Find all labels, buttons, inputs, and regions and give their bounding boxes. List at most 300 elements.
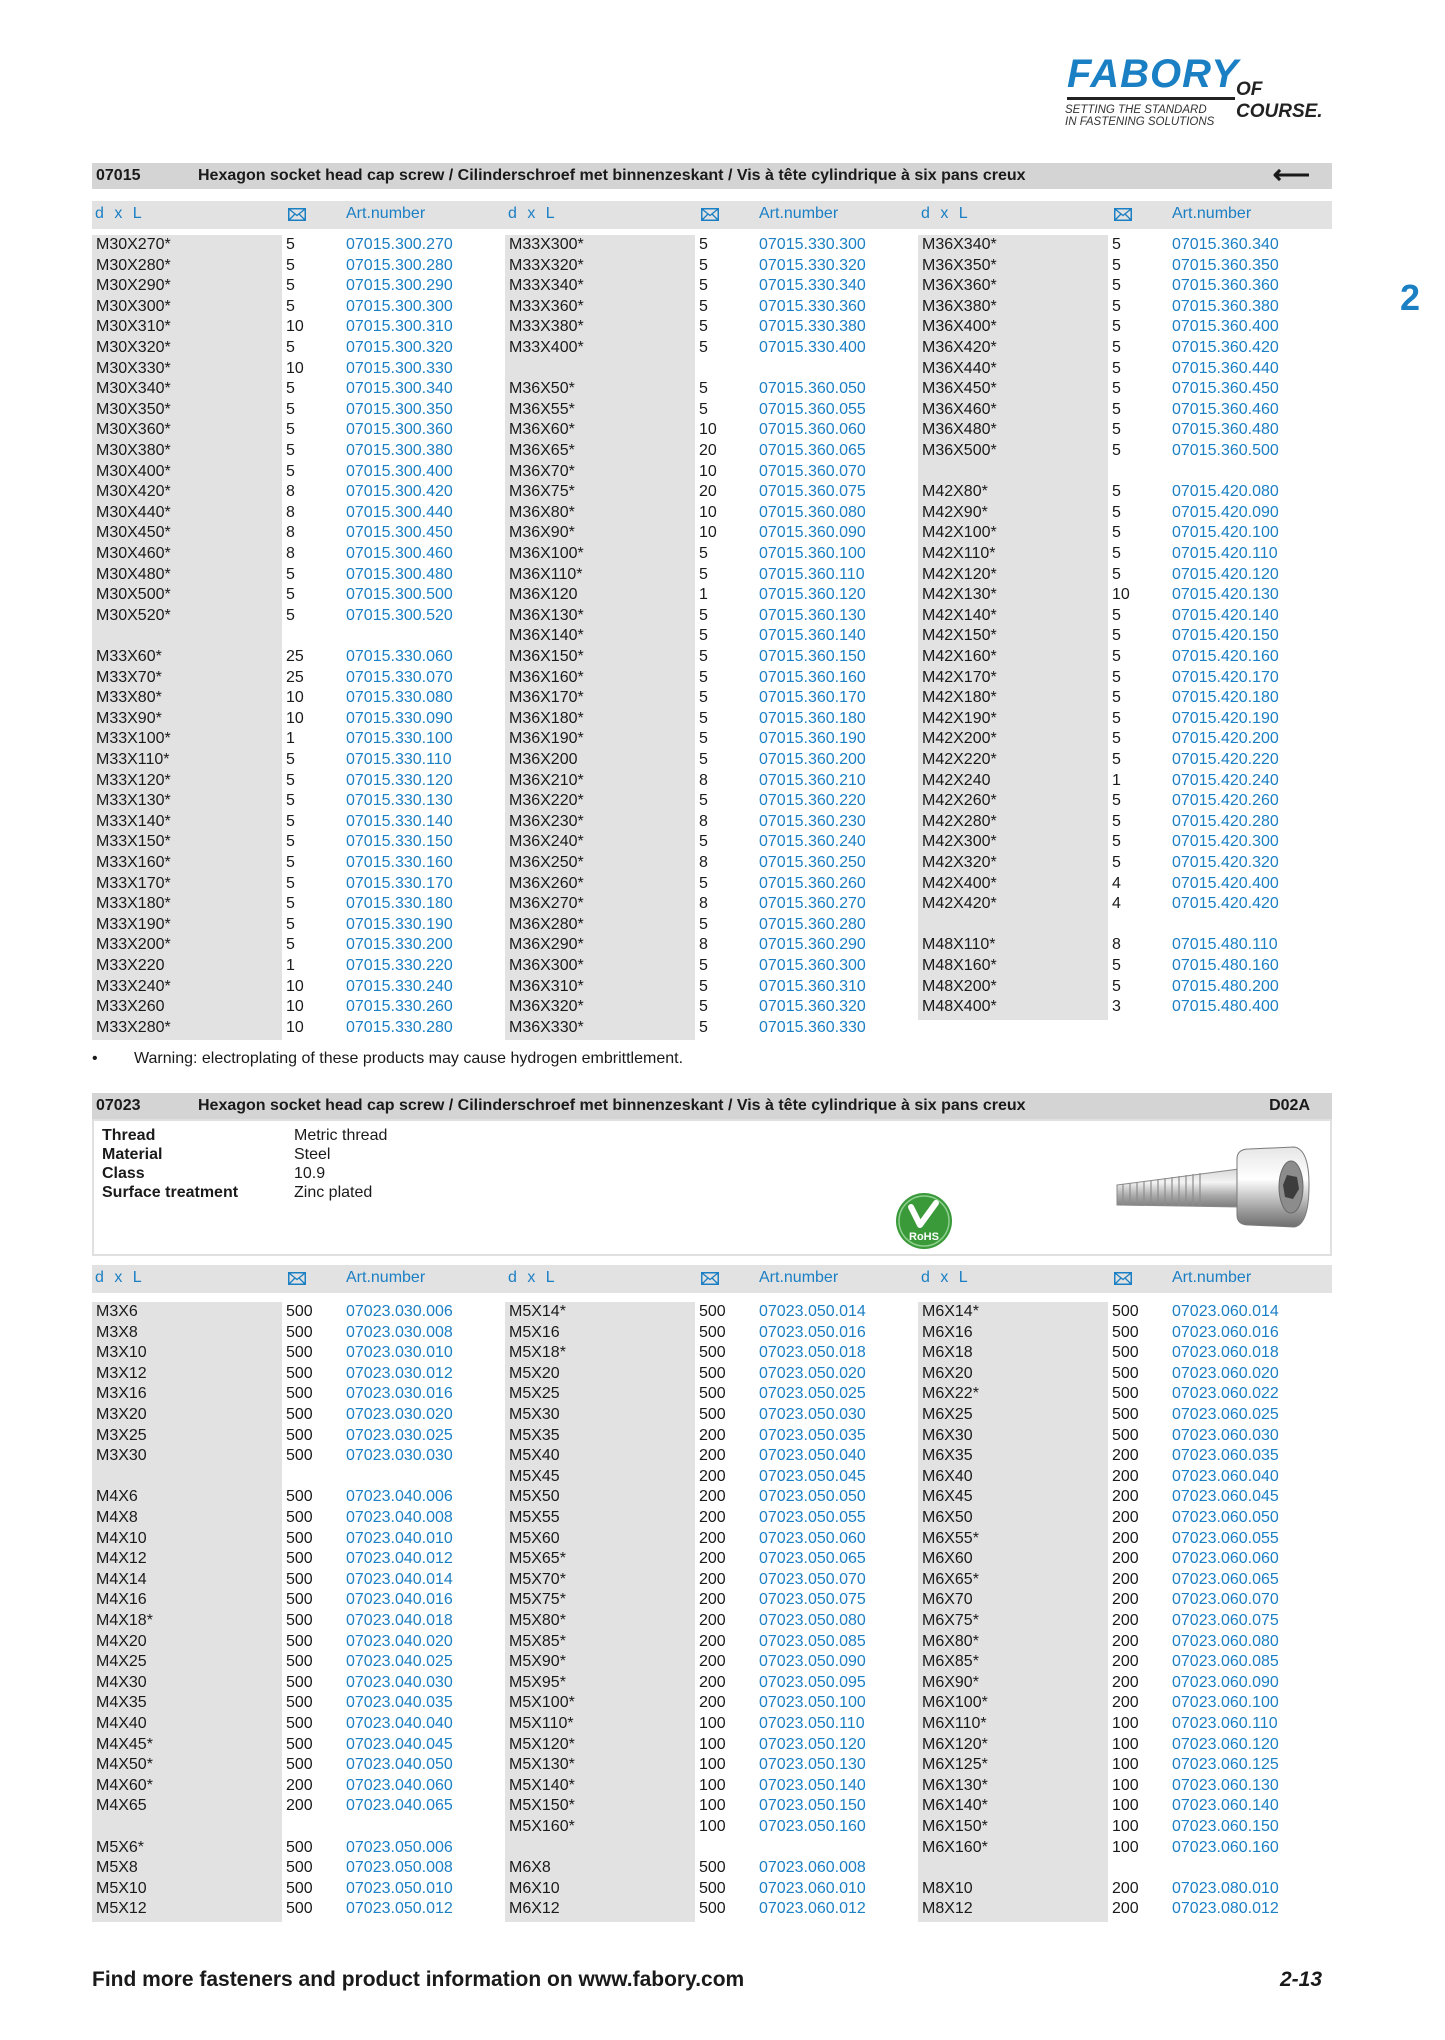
mail-icon	[701, 1272, 719, 1285]
size-cell: M42X240	[922, 771, 991, 789]
article-number-link[interactable]: 07015.420.420	[1172, 895, 1279, 913]
quantity-cell: 500	[286, 1529, 313, 1547]
article-number-link[interactable]: 07023.050.008	[346, 1859, 453, 1877]
article-number-link[interactable]: 07023.060.140	[1172, 1797, 1279, 1815]
article-number-link[interactable]: 07015.330.090	[346, 709, 453, 727]
size-cell: M3X25	[96, 1426, 147, 1444]
size-cell: M4X30	[96, 1673, 147, 1691]
article-number-link[interactable]: 07015.360.180	[759, 709, 866, 727]
article-number-link[interactable]: 07023.060.065	[1172, 1570, 1279, 1588]
article-number-link[interactable]: 07023.050.010	[346, 1879, 453, 1897]
quantity-cell: 200	[699, 1632, 726, 1650]
size-cell: M5X30	[509, 1406, 560, 1423]
article-number-link[interactable]: 07015.360.330	[759, 1018, 866, 1036]
size-cell: M6X35	[922, 1447, 973, 1465]
article-number-link[interactable]: 07015.330.140	[346, 812, 453, 830]
article-number-link[interactable]: 07015.300.290	[346, 277, 453, 295]
article-number-link[interactable]: 07023.050.130	[759, 1756, 866, 1774]
article-number-link[interactable]: 07023.050.140	[759, 1776, 866, 1794]
article-number-link[interactable]: 07023.050.018	[759, 1344, 866, 1362]
quantity-cell: 5	[699, 297, 708, 315]
quantity-cell: 500	[699, 1859, 726, 1877]
article-number-link[interactable]: 07015.330.130	[346, 792, 453, 810]
size-cell: M5X16	[509, 1323, 560, 1341]
article-number-link[interactable]: 07023.050.085	[759, 1632, 866, 1650]
article-number-link[interactable]: 07023.040.006	[346, 1488, 453, 1506]
size-cell: M33X180*	[96, 895, 171, 913]
quantity-cell: 500	[286, 1344, 313, 1362]
article-number-link[interactable]: 07015.420.200	[1172, 730, 1279, 748]
quantity-cell: 5	[699, 627, 708, 645]
article-number-link[interactable]: 07015.360.140	[759, 627, 866, 645]
article-number-link[interactable]: 07015.300.520	[346, 606, 453, 624]
size-cell: M5X25	[509, 1385, 560, 1403]
size-cell: M36X260*	[509, 874, 584, 892]
article-number-link[interactable]: 07015.420.300	[1172, 833, 1279, 851]
column-header-dxl: d x L	[921, 1269, 971, 1286]
quantity-cell: 5	[286, 442, 295, 459]
article-number-link[interactable]: 07023.030.006	[346, 1303, 453, 1320]
article-number-link[interactable]: 07015.420.280	[1172, 812, 1279, 830]
spec-label-thread: Thread	[102, 1127, 156, 1144]
logo-tagline-line2: IN FASTENING SOLUTIONS	[1065, 116, 1215, 128]
article-number-link[interactable]: 07015.360.500	[1172, 442, 1279, 459]
size-cell: M5X8	[96, 1859, 138, 1877]
article-number-link[interactable]: 07015.330.190	[346, 915, 453, 933]
quantity-cell: 8	[1112, 936, 1121, 954]
size-cell: M42X100*	[922, 524, 997, 542]
article-number-link[interactable]: 07023.040.018	[346, 1612, 453, 1629]
article-number-link[interactable]: 07015.360.160	[759, 668, 866, 686]
size-cell: M33X110*	[96, 751, 170, 768]
article-number-link[interactable]: 07023.050.100	[759, 1694, 866, 1712]
quantity-cell: 8	[699, 895, 708, 913]
article-number-link[interactable]: 07015.360.200	[759, 751, 866, 768]
article-number-link[interactable]: 07015.360.440	[1172, 359, 1279, 377]
quantity-cell: 1	[699, 586, 708, 604]
article-number-link[interactable]: 07015.360.480	[1172, 421, 1279, 439]
quantity-cell: 10	[286, 977, 304, 995]
article-number-link[interactable]: 07023.060.075	[1172, 1612, 1279, 1629]
article-number-link[interactable]: 07023.050.090	[759, 1653, 866, 1671]
quantity-cell: 100	[699, 1776, 726, 1794]
article-number-link[interactable]: 07015.360.420	[1172, 339, 1279, 356]
article-number-link[interactable]: 07015.420.140	[1172, 606, 1279, 624]
column-header-dxl: d x L	[508, 205, 558, 222]
article-number-link[interactable]: 07023.040.016	[346, 1591, 453, 1609]
size-cell: M5X65*	[509, 1550, 566, 1568]
article-number-link[interactable]: 07023.060.010	[759, 1879, 866, 1897]
mail-icon	[1114, 1272, 1132, 1285]
article-number-link[interactable]: 07023.060.110	[1172, 1715, 1278, 1732]
article-number-link[interactable]: 07015.330.340	[759, 277, 866, 295]
article-number-link[interactable]: 07023.050.035	[759, 1426, 866, 1444]
quantity-cell: 5	[699, 730, 708, 748]
article-number-link[interactable]: 07015.300.300	[346, 297, 453, 315]
article-number-link[interactable]: 07015.360.360	[1172, 277, 1279, 295]
article-number-link[interactable]: 07015.360.090	[759, 524, 866, 542]
article-number-link[interactable]: 07023.060.035	[1172, 1447, 1279, 1465]
article-number-link[interactable]: 07023.050.160	[759, 1818, 866, 1835]
quantity-cell: 500	[1112, 1406, 1139, 1423]
article-number-link[interactable]: 07015.480.160	[1172, 957, 1279, 974]
quantity-cell: 200	[699, 1509, 726, 1526]
article-number-link[interactable]: 07015.330.200	[346, 936, 453, 954]
spec-label-surface: Surface treatment	[102, 1184, 239, 1201]
article-number-link[interactable]: 07015.300.440	[346, 503, 453, 521]
article-number-link[interactable]: 07015.360.250	[759, 854, 866, 871]
size-cell: M36X400*	[922, 318, 997, 336]
logo-underline	[1067, 97, 1235, 100]
article-number-link[interactable]: 07015.300.480	[346, 565, 453, 583]
article-number-link[interactable]: 07023.060.018	[1172, 1344, 1279, 1362]
article-number-link[interactable]: 07023.050.045	[759, 1467, 866, 1485]
article-number-link[interactable]: 07015.330.150	[346, 833, 453, 851]
article-number-link[interactable]: 07015.360.310	[759, 977, 866, 995]
article-number-link[interactable]: 07015.480.200	[1172, 977, 1279, 995]
size-cell: M6X30	[922, 1426, 973, 1444]
article-number-link[interactable]: 07015.300.460	[346, 545, 453, 562]
article-number-link[interactable]: 07023.030.030	[346, 1447, 453, 1465]
article-number-link[interactable]: 07023.060.125	[1172, 1756, 1279, 1774]
article-number-link[interactable]: 07023.060.060	[1172, 1550, 1279, 1568]
article-number-link[interactable]: 07015.330.070	[346, 668, 453, 686]
article-number-link[interactable]: 07023.060.085	[1172, 1653, 1279, 1671]
article-number-link[interactable]: 07015.360.350	[1172, 256, 1279, 274]
article-number-link[interactable]: 07015.420.110	[1172, 545, 1278, 562]
article-number-link[interactable]: 07015.360.400	[1172, 318, 1279, 336]
article-number-link[interactable]: 07015.360.075	[759, 483, 866, 501]
article-number-link[interactable]: 07015.420.170	[1172, 668, 1279, 686]
quantity-cell: 200	[1112, 1612, 1139, 1629]
article-number-link[interactable]: 07015.330.110	[346, 751, 452, 768]
article-number-link[interactable]: 07023.050.075	[759, 1591, 866, 1609]
size-cell: M36X190*	[509, 730, 584, 748]
quantity-cell: 5	[286, 751, 295, 768]
size-cell: M36X320*	[509, 998, 584, 1016]
article-number-link[interactable]: 07023.040.014	[346, 1570, 453, 1588]
article-number-link[interactable]: 07023.060.030	[1172, 1426, 1279, 1444]
quantity-cell: 200	[1112, 1694, 1139, 1712]
quantity-cell: 8	[286, 545, 295, 562]
quantity-cell: 20	[699, 442, 717, 459]
column-header-row	[92, 1265, 1332, 1293]
article-number-link[interactable]: 07023.060.100	[1172, 1694, 1279, 1712]
article-number-link[interactable]: 07023.050.080	[759, 1612, 866, 1629]
back-arrow-icon[interactable]: ⟵	[1272, 159, 1310, 189]
article-number-link[interactable]: 07015.360.150	[759, 648, 866, 665]
size-cell: M4X12	[96, 1550, 147, 1568]
article-number-link[interactable]: 07023.060.012	[759, 1900, 866, 1918]
article-number-link[interactable]: 07015.420.080	[1172, 483, 1279, 501]
size-cell: M5X100*	[509, 1694, 575, 1712]
article-number-link[interactable]: 07023.040.025	[346, 1653, 453, 1671]
article-number-link[interactable]: 07015.360.270	[759, 895, 866, 913]
size-cell: M3X6	[96, 1303, 138, 1320]
article-number-link[interactable]: 07023.060.025	[1172, 1406, 1279, 1423]
article-number-link[interactable]: 07023.050.095	[759, 1673, 866, 1691]
size-cell: M6X55*	[922, 1529, 979, 1547]
article-number-link[interactable]: 07023.060.050	[1172, 1509, 1279, 1526]
article-number-link[interactable]: 07015.300.350	[346, 400, 453, 418]
article-number-link[interactable]: 07023.050.065	[759, 1550, 866, 1568]
article-number-link[interactable]: 07015.420.160	[1172, 648, 1279, 665]
size-cell: M6X18	[922, 1344, 973, 1362]
article-number-link[interactable]: 07015.330.380	[759, 318, 866, 336]
article-number-link[interactable]: 07015.360.170	[759, 689, 866, 707]
warning-text: Warning: electroplating of these products may cause hydrogen embrittlement.	[134, 1050, 684, 1067]
article-number-link[interactable]: 07023.060.055	[1172, 1529, 1279, 1547]
article-number-link[interactable]: 07015.360.050	[759, 380, 866, 398]
article-number-link[interactable]: 07015.420.120	[1172, 565, 1279, 583]
article-number-link[interactable]: 07023.030.020	[346, 1406, 453, 1423]
quantity-cell: 10	[699, 421, 717, 439]
quantity-cell: 5	[699, 1018, 708, 1036]
article-number-link[interactable]: 07023.050.055	[759, 1509, 866, 1526]
article-number-link[interactable]: 07015.420.260	[1172, 792, 1279, 810]
quantity-cell: 5	[286, 586, 295, 604]
article-number-link[interactable]: 07015.420.190	[1172, 709, 1279, 727]
size-cell: M6X14*	[922, 1303, 979, 1320]
article-number-link[interactable]: 07023.060.130	[1172, 1776, 1279, 1794]
article-number-link[interactable]: 07023.030.008	[346, 1323, 453, 1341]
quantity-cell: 500	[699, 1900, 726, 1918]
quantity-cell: 25	[286, 648, 304, 665]
article-number-link[interactable]: 07023.060.120	[1172, 1735, 1279, 1753]
article-number-link[interactable]: 07023.060.160	[1172, 1838, 1279, 1856]
size-cell: M5X18*	[509, 1344, 566, 1362]
size-cell: M5X95*	[509, 1673, 566, 1691]
article-number-link[interactable]: 07023.030.025	[346, 1426, 453, 1444]
quantity-cell: 5	[1112, 318, 1121, 336]
article-number-link[interactable]: 07023.060.020	[1172, 1364, 1279, 1382]
quantity-cell: 5	[1112, 503, 1121, 521]
article-number-link[interactable]: 07015.360.450	[1172, 380, 1279, 398]
article-number-link[interactable]: 07023.050.070	[759, 1570, 866, 1588]
column-header-art-number: Art.number	[1172, 1269, 1252, 1286]
size-cell: M6X12	[509, 1900, 560, 1918]
article-number-link[interactable]: 07023.050.150	[759, 1797, 866, 1815]
size-cell: M36X220*	[509, 792, 584, 810]
quantity-cell: 500	[286, 1364, 313, 1382]
article-number-link[interactable]: 07015.360.100	[759, 545, 866, 562]
article-number-link[interactable]: 07023.060.080	[1172, 1632, 1279, 1650]
article-number-link[interactable]: 07023.050.050	[759, 1488, 866, 1506]
article-number-link[interactable]: 07023.060.150	[1172, 1818, 1279, 1835]
article-number-link[interactable]: 07023.040.035	[346, 1694, 453, 1712]
article-number-link[interactable]: 07015.360.290	[759, 936, 866, 954]
quantity-cell: 100	[699, 1735, 726, 1753]
article-number-link[interactable]: 07023.050.030	[759, 1406, 866, 1423]
article-number-link[interactable]: 07015.300.360	[346, 421, 453, 439]
size-cell: M30X330*	[96, 359, 171, 377]
article-number-link[interactable]: 07023.040.050	[346, 1756, 453, 1774]
size-cell: M5X130*	[509, 1756, 575, 1774]
article-number-link[interactable]: 07023.060.070	[1172, 1591, 1279, 1609]
article-number-link[interactable]: 07015.420.090	[1172, 503, 1279, 521]
quantity-cell: 5	[1112, 854, 1121, 871]
article-number-link[interactable]: 07015.330.300	[759, 236, 866, 253]
quantity-cell: 5	[1112, 668, 1121, 686]
size-cell: M33X400*	[509, 339, 584, 356]
article-number-link[interactable]: 07015.360.080	[759, 503, 866, 521]
article-number-link[interactable]: 07023.060.090	[1172, 1673, 1279, 1691]
quantity-cell: 200	[286, 1776, 313, 1794]
size-cell: M42X300*	[922, 833, 997, 851]
article-number-link[interactable]: 07015.360.120	[759, 586, 866, 604]
size-cell: M3X30	[96, 1447, 147, 1465]
article-number-link[interactable]: 07015.360.460	[1172, 400, 1279, 418]
size-cell: M4X10	[96, 1529, 147, 1547]
article-number-link[interactable]: 07023.040.060	[346, 1776, 453, 1794]
article-number-link[interactable]: 07023.050.016	[759, 1323, 866, 1341]
article-number-link[interactable]: 07015.360.300	[759, 957, 866, 974]
article-number-link[interactable]: 07015.360.110	[759, 565, 865, 583]
article-number-link[interactable]: 07023.040.030	[346, 1673, 453, 1691]
article-number-link[interactable]: 07015.360.380	[1172, 297, 1279, 315]
article-number-link[interactable]: 07015.300.280	[346, 256, 453, 274]
article-number-link[interactable]: 07015.360.190	[759, 730, 866, 748]
article-number-link[interactable]: 07023.040.020	[346, 1632, 453, 1650]
quantity-cell: 1	[1112, 771, 1121, 789]
article-number-link[interactable]: 07015.360.210	[759, 771, 866, 789]
article-number-link[interactable]: 07015.360.065	[759, 442, 866, 459]
article-number-link[interactable]: 07023.060.040	[1172, 1467, 1279, 1485]
article-number-link[interactable]: 07015.300.340	[346, 380, 453, 398]
article-number-link[interactable]: 07015.360.230	[759, 812, 866, 830]
article-number-link[interactable]: 07023.080.012	[1172, 1900, 1279, 1918]
article-number-link[interactable]: 07015.330.240	[346, 977, 453, 995]
article-number-link[interactable]: 07015.360.240	[759, 833, 866, 851]
article-number-link[interactable]: 07023.050.040	[759, 1447, 866, 1465]
article-number-link[interactable]: 07015.360.070	[759, 462, 866, 480]
article-number-link[interactable]: 07023.060.045	[1172, 1488, 1279, 1506]
article-number-link[interactable]: 07015.300.400	[346, 462, 453, 480]
article-number-link[interactable]: 07015.300.330	[346, 359, 453, 377]
article-number-link[interactable]: 07015.330.400	[759, 339, 866, 356]
quantity-cell: 500	[699, 1879, 726, 1897]
article-number-link[interactable]: 07015.300.320	[346, 339, 453, 356]
article-number-link[interactable]: 07015.300.500	[346, 586, 453, 604]
article-number-link[interactable]: 07023.030.010	[346, 1344, 453, 1362]
article-number-link[interactable]: 07015.420.320	[1172, 854, 1279, 871]
article-number-link[interactable]: 07015.300.420	[346, 483, 453, 501]
article-number-link[interactable]: 07015.330.160	[346, 854, 453, 871]
size-cell: M42X150*	[922, 627, 997, 645]
quantity-cell: 5	[1112, 236, 1121, 253]
quantity-cell: 5	[286, 936, 295, 954]
article-number-link[interactable]: 07023.080.010	[1172, 1879, 1279, 1897]
article-number-link[interactable]: 07023.040.012	[346, 1550, 453, 1568]
article-number-link[interactable]: 07015.420.130	[1172, 586, 1279, 604]
article-number-link[interactable]: 07015.330.320	[759, 256, 866, 274]
size-cell: M36X90*	[509, 524, 575, 542]
spec-value-surface: Zinc plated	[294, 1184, 373, 1201]
article-number-link[interactable]: 07015.360.260	[759, 874, 866, 892]
article-number-link[interactable]: 07023.030.016	[346, 1385, 453, 1403]
size-cell: M42X160*	[922, 648, 997, 665]
article-number-link[interactable]: 07023.040.065	[346, 1797, 453, 1815]
article-number-link[interactable]: 07023.060.014	[1172, 1303, 1279, 1320]
article-number-link[interactable]: 07015.330.180	[346, 895, 453, 913]
size-cell: M33X200*	[96, 936, 171, 954]
size-cell: M5X75*	[509, 1591, 566, 1609]
article-number-link[interactable]: 07023.030.012	[346, 1364, 453, 1382]
article-number-link[interactable]: 07015.300.380	[346, 442, 453, 459]
article-number-link[interactable]: 07023.040.040	[346, 1715, 453, 1732]
article-number-link[interactable]: 07015.480.400	[1172, 998, 1279, 1016]
article-number-link[interactable]: 07023.050.110	[759, 1715, 865, 1732]
size-cell: M42X320*	[922, 854, 997, 871]
article-number-link[interactable]: 07023.060.022	[1172, 1385, 1279, 1403]
article-number-link[interactable]: 07015.300.450	[346, 524, 453, 542]
size-cell: M30X460*	[96, 545, 171, 562]
article-number-link[interactable]: 07015.360.320	[759, 998, 866, 1016]
article-number-link[interactable]: 07023.040.008	[346, 1509, 453, 1526]
article-number-link[interactable]: 07023.050.006	[346, 1838, 453, 1856]
size-cell: M30X520*	[96, 606, 171, 624]
article-number-link[interactable]: 07015.420.220	[1172, 751, 1279, 768]
article-number-link[interactable]: 07015.330.080	[346, 689, 453, 707]
size-cell: M36X450*	[922, 380, 997, 398]
article-number-link[interactable]: 07023.060.008	[759, 1859, 866, 1877]
article-number-link[interactable]: 07015.330.280	[346, 1018, 453, 1036]
article-number-link[interactable]: 07023.050.025	[759, 1385, 866, 1403]
article-number-link[interactable]: 07015.360.060	[759, 421, 866, 439]
article-number-link[interactable]: 07015.330.060	[346, 648, 453, 665]
mail-icon	[288, 208, 306, 221]
article-number-link[interactable]: 07015.420.240	[1172, 771, 1279, 789]
size-cell: M30X480*	[96, 565, 171, 583]
article-number-link[interactable]: 07015.420.150	[1172, 627, 1279, 645]
article-number-link[interactable]: 07023.040.045	[346, 1735, 453, 1753]
article-number-link[interactable]: 07015.330.170	[346, 874, 453, 892]
article-number-link[interactable]: 07015.420.400	[1172, 874, 1279, 892]
article-number-link[interactable]: 07015.420.100	[1172, 524, 1279, 542]
size-cell: M36X210*	[509, 771, 584, 789]
article-number-link[interactable]: 07015.330.120	[346, 771, 453, 789]
article-number-link[interactable]: 07015.420.180	[1172, 689, 1279, 707]
article-number-link[interactable]: 07015.480.110	[1172, 936, 1278, 954]
quantity-cell: 500	[286, 1838, 313, 1856]
article-number-link[interactable]: 07015.330.100	[346, 730, 453, 748]
size-cell: M6X100*	[922, 1694, 988, 1712]
article-number-link[interactable]: 07015.360.220	[759, 792, 866, 810]
article-number-link[interactable]: 07023.060.016	[1172, 1323, 1279, 1341]
article-number-link[interactable]: 07023.050.020	[759, 1364, 866, 1382]
quantity-cell: 5	[286, 812, 295, 830]
article-number-link[interactable]: 07015.360.340	[1172, 236, 1279, 253]
article-number-link[interactable]: 07015.330.260	[346, 998, 453, 1016]
article-number-link[interactable]: 07015.360.130	[759, 606, 866, 624]
article-number-link[interactable]: 07023.040.010	[346, 1529, 453, 1547]
article-number-link[interactable]: 07023.050.120	[759, 1735, 866, 1753]
article-number-link[interactable]: 07015.360.055	[759, 400, 866, 418]
article-number-link[interactable]: 07015.330.360	[759, 297, 866, 315]
article-number-link[interactable]: 07015.360.280	[759, 915, 866, 933]
quantity-cell: 5	[1112, 709, 1121, 727]
article-number-link[interactable]: 07015.300.310	[346, 318, 453, 336]
size-cell: M5X70*	[509, 1570, 566, 1588]
article-number-link[interactable]: 07023.050.060	[759, 1529, 866, 1547]
article-number-link[interactable]: 07023.050.012	[346, 1900, 453, 1918]
quantity-cell: 5	[286, 606, 295, 624]
article-number-link[interactable]: 07015.300.270	[346, 236, 453, 253]
size-cell: M6X160*	[922, 1838, 988, 1856]
article-number-link[interactable]: 07023.050.014	[759, 1303, 866, 1320]
quantity-cell: 5	[699, 339, 708, 356]
article-number-link[interactable]: 07015.330.220	[346, 957, 453, 974]
